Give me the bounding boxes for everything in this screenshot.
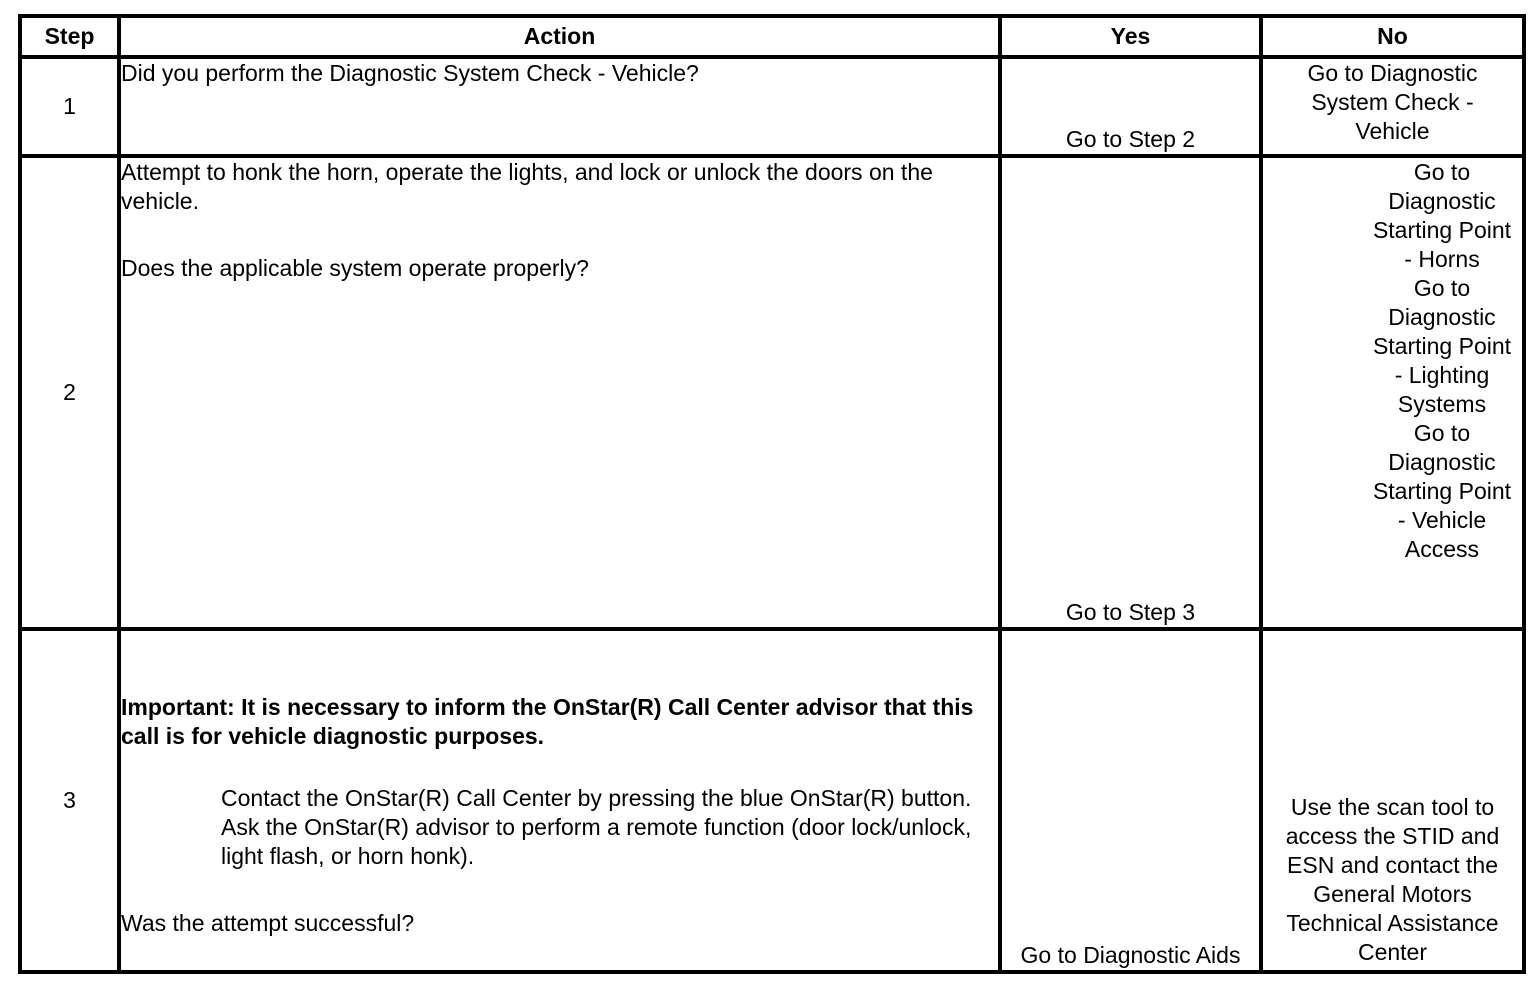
header-yes: Yes [1000, 16, 1261, 57]
no-option-lighting: Go to Diagnostic Starting Point - Lighting Systems [1372, 275, 1512, 417]
no-cell [1261, 629, 1524, 972]
step-number: 1 [20, 57, 119, 156]
table-row [20, 629, 1524, 972]
action-cell [119, 629, 1000, 972]
action-text: Did you perform the Diagnostic System Check - Vehicle? [121, 60, 699, 86]
no-cell [1261, 156, 1524, 629]
action-instruction: Attempt to honk the horn, operate the lights, and lock or unlock the doors on the vehicle. [121, 159, 933, 214]
action-cell [119, 57, 1000, 156]
action-step-1: Contact the OnStar(R) Call Center by pressing the blue OnStar(R) button. [221, 785, 972, 811]
step-number: 3 [20, 629, 119, 972]
header-no: No [1261, 16, 1524, 57]
no-option-horns: Go to Diagnostic Starting Point - Horns [1372, 159, 1512, 272]
action-question: Was the attempt successful? [121, 910, 415, 936]
action-cell [119, 156, 1000, 629]
table-row [20, 57, 1524, 156]
action-question: Does the applicable system operate properly? [121, 255, 589, 281]
no-options [1367, 158, 1517, 564]
yes-cell: Go to Diagnostic Aids [1000, 629, 1261, 972]
no-text: Use the scan tool to access the STID and ESN and contact the General Motors Technical Assistance Center [1285, 794, 1500, 965]
no-cell [1261, 57, 1524, 156]
step-number: 2 [20, 156, 119, 629]
yes-cell: Go to Step 2 [1000, 57, 1261, 156]
important-note: Important: It is necessary to inform the OnStar(R) Call Center advisor that this call is for vehicle diagnostic purposes. [121, 694, 974, 749]
action-step-2: Ask the OnStar(R) advisor to perform a remote function (door lock/unlock, light flash, or horn honk). [221, 814, 972, 869]
no-option-vehicle-access: Go to Diagnostic Starting Point - Vehicle Access [1372, 420, 1512, 562]
header-row [20, 16, 1524, 57]
diagnostic-table [18, 14, 1526, 974]
header-action: Action [119, 16, 1000, 57]
no-text: Go to Diagnostic System Check - Vehicle [1307, 60, 1478, 144]
table-row [20, 156, 1524, 629]
yes-cell: Go to Step 3 [1000, 156, 1261, 629]
header-step: Step [20, 16, 119, 57]
